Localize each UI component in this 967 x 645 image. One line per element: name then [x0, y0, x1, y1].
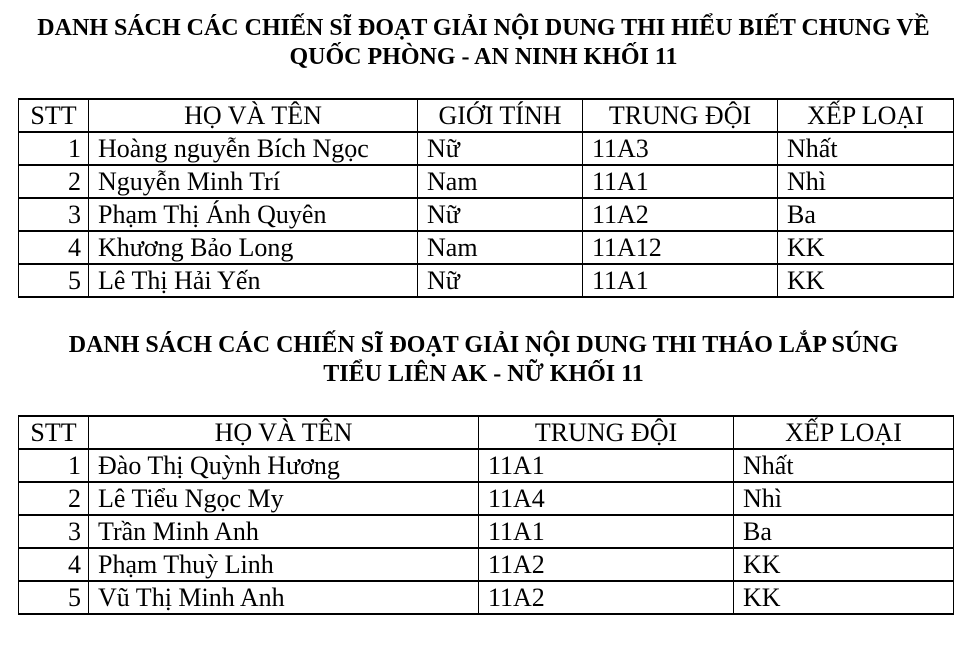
table-cell: KK [734, 581, 954, 614]
table-cell: Nữ [418, 132, 583, 165]
section1-title [0, 0, 967, 72]
table-cell: 11A2 [479, 548, 734, 581]
table-cell: Nguyễn Minh Trí [89, 165, 418, 198]
table-cell: 11A3 [583, 132, 778, 165]
table-cell: 11A2 [479, 581, 734, 614]
stt-cell: 2 [19, 482, 89, 515]
table-header-cell: HỌ VÀ TÊN [89, 416, 479, 449]
table-cell: 11A1 [583, 264, 778, 297]
table-cell: Ba [778, 198, 954, 231]
table-header-cell: HỌ VÀ TÊN [89, 99, 418, 132]
section2-title [0, 331, 967, 389]
stt-cell: 1 [19, 132, 89, 165]
table-cell: Nhất [734, 449, 954, 482]
stt-cell: 4 [19, 548, 89, 581]
section1-title-line1: DANH SÁCH CÁC CHIẾN SĨ ĐOẠT GIẢI NỘI DUNG THI HIỂU BIẾT CHUNG VỀ [37, 15, 930, 41]
table-cell: 11A2 [583, 198, 778, 231]
table-cell: Đào Thị Quỳnh Hương [89, 449, 479, 482]
stt-cell: 3 [19, 198, 89, 231]
table-cell: Phạm Thuỳ Linh [89, 548, 479, 581]
table-cell: 11A12 [583, 231, 778, 264]
table-header-cell: XẾP LOẠI [734, 416, 954, 449]
table-cell: 11A4 [479, 482, 734, 515]
table-row [19, 198, 954, 231]
table-cell: Nhất [778, 132, 954, 165]
table-cell: Ba [734, 515, 954, 548]
table-cell: KK [778, 231, 954, 264]
table-header-cell: GIỚI TÍNH [418, 99, 583, 132]
table-header-cell: XẾP LOẠI [778, 99, 954, 132]
table-cell: Nam [418, 231, 583, 264]
stt-cell: 2 [19, 165, 89, 198]
stt-cell: 3 [19, 515, 89, 548]
table-row [19, 264, 954, 297]
table-cell: Lê Tiểu Ngọc My [89, 482, 479, 515]
table-header-cell: STT [19, 99, 89, 132]
table-header-cell: TRUNG ĐỘI [479, 416, 734, 449]
table-cell: Vũ Thị Minh Anh [89, 581, 479, 614]
table-cell: Hoàng nguyễn Bích Ngọc [89, 132, 418, 165]
table-cell: Nhì [734, 482, 954, 515]
table-header-cell: TRUNG ĐỘI [583, 99, 778, 132]
table-ak-rifle-assembly-awards [18, 415, 954, 615]
stt-cell: 1 [19, 449, 89, 482]
table-cell: 11A1 [479, 449, 734, 482]
table-cell: Lê Thị Hải Yến [89, 264, 418, 297]
section1-title-line2: QUỐC PHÒNG - AN NINH KHỐI 11 [289, 44, 678, 70]
table-header-cell: STT [19, 416, 89, 449]
table-row [19, 449, 954, 482]
stt-cell: 5 [19, 264, 89, 297]
table-cell: Trần Minh Anh [89, 515, 479, 548]
table-cell: 11A1 [479, 515, 734, 548]
table-cell: Nam [418, 165, 583, 198]
table-row [19, 132, 954, 165]
table-general-knowledge-awards [18, 98, 954, 298]
table-row [19, 231, 954, 264]
table-cell: Phạm Thị Ánh Quyên [89, 198, 418, 231]
table-row [19, 482, 954, 515]
section2-title-line2: TIỂU LIÊN AK - NỮ KHỐI 11 [323, 361, 644, 387]
section2-title-line1: DANH SÁCH CÁC CHIẾN SĨ ĐOẠT GIẢI NỘI DUNG THI THÁO LẮP SÚNG [68, 332, 899, 358]
table-cell: Nữ [418, 264, 583, 297]
table-row [19, 165, 954, 198]
table-cell: KK [778, 264, 954, 297]
table-row [19, 581, 954, 614]
table-cell: 11A1 [583, 165, 778, 198]
stt-cell: 4 [19, 231, 89, 264]
stt-cell: 5 [19, 581, 89, 614]
table-row [19, 548, 954, 581]
table-row [19, 515, 954, 548]
table-cell: Khương Bảo Long [89, 231, 418, 264]
table-cell: KK [734, 548, 954, 581]
table-header-row [19, 416, 954, 449]
table-cell: Nhì [778, 165, 954, 198]
table-header-row [19, 99, 954, 132]
table-cell: Nữ [418, 198, 583, 231]
